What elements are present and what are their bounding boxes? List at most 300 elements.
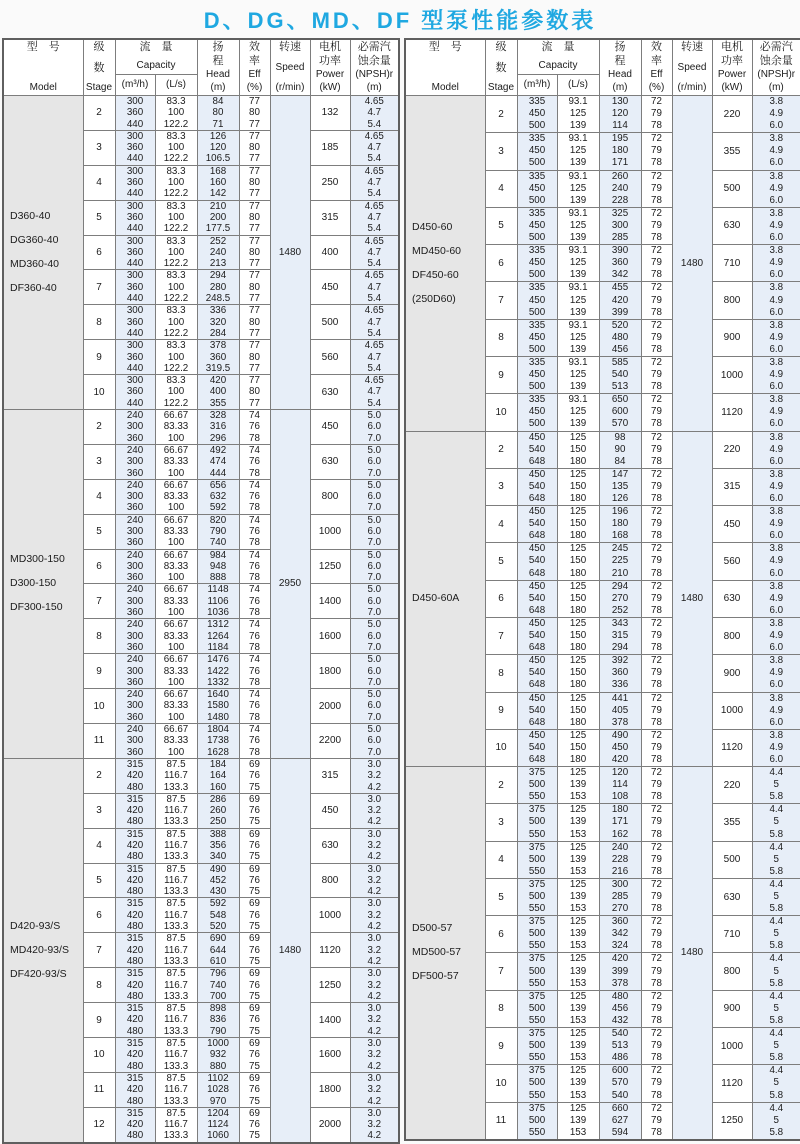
- eff-cell: 72 79 78: [641, 729, 672, 766]
- stage-cell: 4: [83, 479, 115, 514]
- flow-m3h-cell: 450 540 648: [517, 506, 557, 543]
- flow-m3h-cell: 300 360 440: [115, 305, 155, 340]
- head-cell: 1476 1422 1332: [197, 654, 239, 689]
- flow-ls-cell: 125 150 180: [557, 729, 599, 766]
- flow-ls-cell: 66.67 83.33 100: [155, 479, 197, 514]
- speed-cell: 1480: [270, 758, 310, 1142]
- flow-m3h-cell: 315 420 480: [115, 1038, 155, 1073]
- flow-m3h-cell: 240 300 360: [115, 654, 155, 689]
- flow-m3h-cell: 315 420 480: [115, 793, 155, 828]
- stage-cell: 11: [83, 724, 115, 759]
- flow-m3h-cell: 450 540 648: [517, 617, 557, 654]
- stage-cell: 3: [485, 133, 517, 170]
- npsh-cell: 4.4 5 5.8: [752, 1028, 800, 1065]
- eff-cell: 72 79 78: [641, 655, 672, 692]
- stage-cell: 8: [485, 655, 517, 692]
- flow-ls-cell: 87.5 116.7 133.3: [155, 793, 197, 828]
- head-cell: 360 342 324: [599, 916, 641, 953]
- stage-cell: 10: [485, 1065, 517, 1102]
- power-cell: 220: [712, 767, 752, 804]
- eff-cell: 72 79 78: [641, 543, 672, 580]
- power-cell: 220: [712, 96, 752, 133]
- npsh-cell: 3.8 4.9 6.0: [752, 468, 800, 505]
- flow-m3h-cell: 240 300 360: [115, 444, 155, 479]
- flow-ls-cell: 93.1 125 139: [557, 356, 599, 393]
- flow-ls-cell: 66.67 83.33 100: [155, 689, 197, 724]
- head-cell: 210 200 177.5: [197, 200, 239, 235]
- stage-cell: 2: [83, 758, 115, 793]
- header-stage: 级 数 Stage: [83, 39, 115, 96]
- flow-m3h-cell: 240 300 360: [115, 584, 155, 619]
- npsh-cell: 5.0 6.0 7.0: [350, 514, 399, 549]
- model-name: MD300-150: [10, 553, 65, 566]
- model-cell: [405, 767, 485, 1140]
- npsh-cell: 3.8 4.9 6.0: [752, 133, 800, 170]
- flow-m3h-cell: 335 450 500: [517, 394, 557, 431]
- npsh-cell: 4.65 4.7 5.4: [350, 130, 399, 165]
- header-speed: 转速 Speed (r/min): [270, 39, 310, 96]
- head-cell: 343 315 294: [599, 617, 641, 654]
- flow-ls-cell: 66.67 83.33 100: [155, 410, 197, 445]
- power-cell: 800: [310, 479, 350, 514]
- head-cell: 585 540 513: [599, 356, 641, 393]
- npsh-cell: 3.0 3.2 4.2: [350, 1038, 399, 1073]
- eff-cell: 72 79 78: [641, 1102, 672, 1140]
- flow-ls-cell: 93.1 125 139: [557, 207, 599, 244]
- model-cell: [405, 431, 485, 767]
- head-cell: 650 600 570: [599, 394, 641, 431]
- stage-cell: 8: [485, 319, 517, 356]
- flow-ls-cell: 83.3 100 122.2: [155, 200, 197, 235]
- npsh-cell: 3.8 4.9 6.0: [752, 580, 800, 617]
- head-cell: 420 399 378: [599, 953, 641, 990]
- stage-cell: 5: [485, 543, 517, 580]
- power-cell: 1250: [712, 1102, 752, 1140]
- flow-m3h-cell: 450 540 648: [517, 729, 557, 766]
- flow-ls-cell: 125 139 153: [557, 1028, 599, 1065]
- flow-ls-cell: 93.1 125 139: [557, 245, 599, 282]
- stage-cell: 9: [485, 1028, 517, 1065]
- eff-cell: 77 80 77: [239, 305, 270, 340]
- head-cell: 392 360 336: [599, 655, 641, 692]
- flow-ls-cell: 83.3 100 122.2: [155, 270, 197, 305]
- stage-cell: 7: [83, 584, 115, 619]
- head-cell: 390 360 342: [599, 245, 641, 282]
- power-cell: 2000: [310, 689, 350, 724]
- power-cell: 450: [310, 410, 350, 445]
- head-cell: 420 400 355: [197, 375, 239, 410]
- eff-cell: 77 80 77: [239, 165, 270, 200]
- flow-ls-cell: 66.67 83.33 100: [155, 584, 197, 619]
- head-cell: 660 627 594: [599, 1102, 641, 1140]
- power-cell: 1000: [712, 356, 752, 393]
- head-cell: 252 240 213: [197, 235, 239, 270]
- head-cell: 520 480 456: [599, 319, 641, 356]
- header-unit-m3h: (m³/h): [517, 74, 557, 95]
- stage-cell: 3: [83, 130, 115, 165]
- model-name: (250D60): [412, 292, 456, 305]
- flow-m3h-cell: 375 500 550: [517, 841, 557, 878]
- performance-table: [404, 38, 800, 1141]
- flow-m3h-cell: 240 300 360: [115, 619, 155, 654]
- power-cell: 250: [310, 165, 350, 200]
- stage-cell: 10: [485, 394, 517, 431]
- flow-ls-cell: 125 139 153: [557, 767, 599, 804]
- flow-ls-cell: 83.3 100 122.2: [155, 305, 197, 340]
- stage-cell: 2: [485, 767, 517, 804]
- speed-cell: 1480: [672, 767, 712, 1140]
- flow-m3h-cell: 375 500 550: [517, 1028, 557, 1065]
- head-cell: 441 405 378: [599, 692, 641, 729]
- npsh-cell: 4.65 4.7 5.4: [350, 165, 399, 200]
- eff-cell: 72 79 78: [641, 394, 672, 431]
- eff-cell: 77 80 77: [239, 340, 270, 375]
- stage-cell: 8: [83, 305, 115, 340]
- npsh-cell: 5.0 6.0 7.0: [350, 410, 399, 445]
- power-cell: 1000: [712, 1028, 752, 1065]
- head-cell: 130 120 114: [599, 96, 641, 133]
- stage-cell: 9: [485, 692, 517, 729]
- eff-cell: 72 79 78: [641, 245, 672, 282]
- eff-cell: 72 79 78: [641, 990, 672, 1027]
- stage-cell: 6: [485, 245, 517, 282]
- flow-m3h-cell: 375 500 550: [517, 1102, 557, 1140]
- flow-m3h-cell: 450 540 648: [517, 431, 557, 468]
- power-cell: 630: [712, 207, 752, 244]
- table-row: [3, 410, 399, 445]
- flow-m3h-cell: 335 450 500: [517, 245, 557, 282]
- eff-cell: 72 79 78: [641, 96, 672, 133]
- header-capacity: 流 量 Capacity: [517, 39, 599, 74]
- eff-cell: 74 76 78: [239, 584, 270, 619]
- table-row: [405, 431, 800, 468]
- stage-cell: 6: [485, 580, 517, 617]
- power-cell: 1800: [310, 654, 350, 689]
- header-head: 扬 程 Head (m): [599, 39, 641, 96]
- stage-cell: 7: [83, 270, 115, 305]
- power-cell: 1400: [310, 1003, 350, 1038]
- head-cell: 984 948 888: [197, 549, 239, 584]
- flow-m3h-cell: 450 540 648: [517, 468, 557, 505]
- flow-m3h-cell: 315 420 480: [115, 758, 155, 793]
- model-name: MD360-40: [10, 258, 60, 270]
- npsh-cell: 3.8 4.9 6.0: [752, 394, 800, 431]
- flow-ls-cell: 125 139 153: [557, 878, 599, 915]
- power-cell: 710: [712, 916, 752, 953]
- head-cell: 492 474 444: [197, 444, 239, 479]
- header-npsh: 必需汽 蚀余量 (NPSH)r (m): [350, 39, 399, 96]
- npsh-cell: 4.65 4.7 5.4: [350, 305, 399, 340]
- eff-cell: 72 79 78: [641, 804, 672, 841]
- npsh-cell: 3.8 4.9 6.0: [752, 245, 800, 282]
- stage-cell: 3: [485, 804, 517, 841]
- head-cell: 820 790 740: [197, 514, 239, 549]
- flow-ls-cell: 125 150 180: [557, 655, 599, 692]
- npsh-cell: 4.4 5 5.8: [752, 804, 800, 841]
- npsh-cell: 4.65 4.7 5.4: [350, 235, 399, 270]
- model-name: MD500-57: [412, 946, 462, 959]
- power-cell: 315: [712, 468, 752, 505]
- head-cell: 1312 1264 1184: [197, 619, 239, 654]
- eff-cell: 69 76 75: [239, 863, 270, 898]
- head-cell: 1804 1738 1628: [197, 724, 239, 759]
- header-unit-ls: (L/s): [557, 74, 599, 95]
- stage-cell: 5: [83, 863, 115, 898]
- flow-ls-cell: 87.5 116.7 133.3: [155, 758, 197, 793]
- npsh-cell: 3.0 3.2 4.2: [350, 968, 399, 1003]
- flow-m3h-cell: 300 360 440: [115, 96, 155, 131]
- stage-cell: 7: [485, 953, 517, 990]
- flow-ls-cell: 93.1 125 139: [557, 96, 599, 133]
- flow-m3h-cell: 240 300 360: [115, 410, 155, 445]
- flow-ls-cell: 125 139 153: [557, 804, 599, 841]
- model-name: DG360-40: [10, 234, 59, 246]
- npsh-cell: 3.0 3.2 4.2: [350, 933, 399, 968]
- stage-cell: 10: [83, 375, 115, 410]
- head-cell: 600 570 540: [599, 1065, 641, 1102]
- stage-cell: 11: [83, 1072, 115, 1107]
- flow-ls-cell: 125 139 153: [557, 841, 599, 878]
- eff-cell: 72 79 78: [641, 170, 672, 207]
- head-cell: 455 420 399: [599, 282, 641, 319]
- npsh-cell: 4.65 4.7 5.4: [350, 340, 399, 375]
- power-cell: 1800: [310, 1072, 350, 1107]
- eff-cell: 77 80 77: [239, 375, 270, 410]
- stage-cell: 6: [83, 898, 115, 933]
- head-cell: 180 171 162: [599, 804, 641, 841]
- head-cell: 656 632 592: [197, 479, 239, 514]
- npsh-cell: 4.65 4.7 5.4: [350, 375, 399, 410]
- npsh-cell: 3.8 4.9 6.0: [752, 96, 800, 133]
- eff-cell: 69 76 75: [239, 1107, 270, 1142]
- flow-ls-cell: 87.5 116.7 133.3: [155, 1003, 197, 1038]
- eff-cell: 72 79 78: [641, 1028, 672, 1065]
- power-cell: 1000: [310, 514, 350, 549]
- performance-table: [2, 38, 400, 1144]
- eff-cell: 69 76 75: [239, 1003, 270, 1038]
- stage-cell: 7: [485, 617, 517, 654]
- flow-ls-cell: 125 139 153: [557, 990, 599, 1027]
- eff-cell: 69 76 75: [239, 933, 270, 968]
- eff-cell: 72 79 78: [641, 953, 672, 990]
- flow-m3h-cell: 315 420 480: [115, 1003, 155, 1038]
- eff-cell: 74 76 78: [239, 479, 270, 514]
- power-cell: 315: [310, 200, 350, 235]
- head-cell: 98 90 84: [599, 431, 641, 468]
- flow-ls-cell: 87.5 116.7 133.3: [155, 1072, 197, 1107]
- flow-ls-cell: 87.5 116.7 133.3: [155, 1038, 197, 1073]
- power-cell: 630: [310, 375, 350, 410]
- flow-ls-cell: 66.67 83.33 100: [155, 444, 197, 479]
- eff-cell: 77 80 77: [239, 130, 270, 165]
- eff-cell: 77 80 77: [239, 200, 270, 235]
- eff-cell: 74 76 78: [239, 619, 270, 654]
- header-eff: 效 率 Eff (%): [641, 39, 672, 96]
- header-model: 型 号 Model: [3, 39, 83, 96]
- npsh-cell: 3.0 3.2 4.2: [350, 793, 399, 828]
- flow-ls-cell: 93.1 125 139: [557, 282, 599, 319]
- power-cell: 315: [310, 758, 350, 793]
- flow-m3h-cell: 300 360 440: [115, 130, 155, 165]
- npsh-cell: 3.8 4.9 6.0: [752, 356, 800, 393]
- eff-cell: 74 76 78: [239, 444, 270, 479]
- head-cell: 1000 932 880: [197, 1038, 239, 1073]
- stage-cell: 9: [83, 340, 115, 375]
- power-cell: 710: [712, 245, 752, 282]
- power-cell: 560: [310, 340, 350, 375]
- flow-m3h-cell: 240 300 360: [115, 689, 155, 724]
- stage-cell: 7: [485, 282, 517, 319]
- flow-m3h-cell: 300 360 440: [115, 235, 155, 270]
- table-row: [405, 96, 800, 133]
- head-cell: 245 225 210: [599, 543, 641, 580]
- npsh-cell: 4.65 4.7 5.4: [350, 270, 399, 305]
- flow-ls-cell: 66.67 83.33 100: [155, 724, 197, 759]
- npsh-cell: 3.8 4.9 6.0: [752, 282, 800, 319]
- power-cell: 1250: [310, 549, 350, 584]
- flow-m3h-cell: 375 500 550: [517, 953, 557, 990]
- npsh-cell: 3.0 3.2 4.2: [350, 898, 399, 933]
- flow-ls-cell: 93.1 125 139: [557, 170, 599, 207]
- npsh-cell: 3.8 4.9 6.0: [752, 543, 800, 580]
- npsh-cell: 5.0 6.0 7.0: [350, 444, 399, 479]
- npsh-cell: 3.0 3.2 4.2: [350, 1107, 399, 1142]
- stage-cell: 4: [83, 828, 115, 863]
- power-cell: 1120: [712, 1065, 752, 1102]
- stage-cell: 9: [485, 356, 517, 393]
- power-cell: 185: [310, 130, 350, 165]
- flow-m3h-cell: 300 360 440: [115, 200, 155, 235]
- npsh-cell: 3.8 4.9 6.0: [752, 431, 800, 468]
- speed-cell: 1480: [672, 431, 712, 767]
- flow-m3h-cell: 375 500 550: [517, 878, 557, 915]
- header-eff: 效 率 Eff (%): [239, 39, 270, 96]
- model-name: D420-93/S: [10, 919, 61, 932]
- flow-ls-cell: 125 150 180: [557, 506, 599, 543]
- head-cell: 260 240 228: [599, 170, 641, 207]
- eff-cell: 69 76 75: [239, 898, 270, 933]
- flow-m3h-cell: 315 420 480: [115, 828, 155, 863]
- npsh-cell: 4.4 5 5.8: [752, 1065, 800, 1102]
- eff-cell: 72 79 78: [641, 431, 672, 468]
- flow-m3h-cell: 300 360 440: [115, 375, 155, 410]
- flow-m3h-cell: 335 450 500: [517, 207, 557, 244]
- model-cell: [405, 96, 485, 432]
- flow-m3h-cell: 240 300 360: [115, 724, 155, 759]
- model-name: D300-150: [10, 577, 57, 590]
- npsh-cell: 5.0 6.0 7.0: [350, 689, 399, 724]
- stage-cell: 5: [485, 207, 517, 244]
- eff-cell: 72 79 78: [641, 356, 672, 393]
- stage-cell: 3: [83, 793, 115, 828]
- power-cell: 630: [310, 444, 350, 479]
- model-name: D450-60A: [412, 592, 460, 605]
- flow-m3h-cell: 315 420 480: [115, 1072, 155, 1107]
- model-name: DF360-40: [10, 282, 57, 294]
- flow-ls-cell: 93.1 125 139: [557, 394, 599, 431]
- flow-m3h-cell: 335 450 500: [517, 282, 557, 319]
- model-name: DF450-60: [412, 268, 459, 281]
- flow-ls-cell: 125 139 153: [557, 953, 599, 990]
- flow-ls-cell: 87.5 116.7 133.3: [155, 1107, 197, 1142]
- flow-ls-cell: 125 150 180: [557, 580, 599, 617]
- eff-cell: 72 79 78: [641, 319, 672, 356]
- npsh-cell: 4.4 5 5.8: [752, 990, 800, 1027]
- header-power: 电机 功率 Power (kW): [712, 39, 752, 96]
- power-cell: 400: [310, 235, 350, 270]
- power-cell: 630: [310, 828, 350, 863]
- stage-cell: 4: [485, 170, 517, 207]
- flow-m3h-cell: 375 500 550: [517, 916, 557, 953]
- npsh-cell: 4.65 4.7 5.4: [350, 200, 399, 235]
- flow-m3h-cell: 240 300 360: [115, 549, 155, 584]
- eff-cell: 72 79 78: [641, 617, 672, 654]
- power-cell: 1000: [712, 692, 752, 729]
- head-cell: 1148 1106 1036: [197, 584, 239, 619]
- pump-table-right: [404, 38, 798, 1141]
- power-cell: 630: [712, 878, 752, 915]
- flow-m3h-cell: 450 540 648: [517, 692, 557, 729]
- power-cell: 1250: [310, 968, 350, 1003]
- table-row: [3, 758, 399, 793]
- model-name: D500-57: [412, 922, 453, 935]
- power-cell: 450: [310, 270, 350, 305]
- power-cell: 1120: [712, 729, 752, 766]
- head-cell: 540 513 486: [599, 1028, 641, 1065]
- head-cell: 240 228 216: [599, 841, 641, 878]
- speed-cell: 1480: [672, 96, 712, 432]
- flow-ls-cell: 66.67 83.33 100: [155, 654, 197, 689]
- power-cell: 560: [712, 543, 752, 580]
- npsh-cell: 3.0 3.2 4.2: [350, 1003, 399, 1038]
- flow-m3h-cell: 375 500 550: [517, 804, 557, 841]
- flow-m3h-cell: 375 500 550: [517, 990, 557, 1027]
- stage-cell: 4: [485, 841, 517, 878]
- model-name: MD450-60: [412, 244, 462, 257]
- power-cell: 132: [310, 96, 350, 131]
- flow-ls-cell: 83.3 100 122.2: [155, 96, 197, 131]
- header-stage: 级 数 Stage: [485, 39, 517, 96]
- head-cell: 147 135 126: [599, 468, 641, 505]
- eff-cell: 69 76 75: [239, 828, 270, 863]
- header-unit-ls: (L/s): [155, 74, 197, 95]
- npsh-cell: 4.4 5 5.8: [752, 916, 800, 953]
- power-cell: 500: [712, 841, 752, 878]
- flow-ls-cell: 93.1 125 139: [557, 319, 599, 356]
- eff-cell: 74 76 78: [239, 549, 270, 584]
- flow-ls-cell: 66.67 83.33 100: [155, 549, 197, 584]
- flow-m3h-cell: 240 300 360: [115, 479, 155, 514]
- head-cell: 184 164 160: [197, 758, 239, 793]
- head-cell: 480 456 432: [599, 990, 641, 1027]
- eff-cell: 72 79 78: [641, 692, 672, 729]
- stage-cell: 2: [485, 96, 517, 133]
- power-cell: 1120: [310, 933, 350, 968]
- flow-ls-cell: 87.5 116.7 133.3: [155, 828, 197, 863]
- flow-m3h-cell: 335 450 500: [517, 356, 557, 393]
- flow-ls-cell: 125 150 180: [557, 617, 599, 654]
- model-cell: [3, 758, 83, 1142]
- flow-ls-cell: 125 150 180: [557, 692, 599, 729]
- head-cell: 378 360 319.5: [197, 340, 239, 375]
- head-cell: 286 260 250: [197, 793, 239, 828]
- eff-cell: 69 76 75: [239, 1038, 270, 1073]
- power-cell: 1120: [712, 394, 752, 431]
- stage-cell: 9: [83, 1003, 115, 1038]
- stage-cell: 8: [83, 619, 115, 654]
- head-cell: 336 320 284: [197, 305, 239, 340]
- stage-cell: 12: [83, 1107, 115, 1142]
